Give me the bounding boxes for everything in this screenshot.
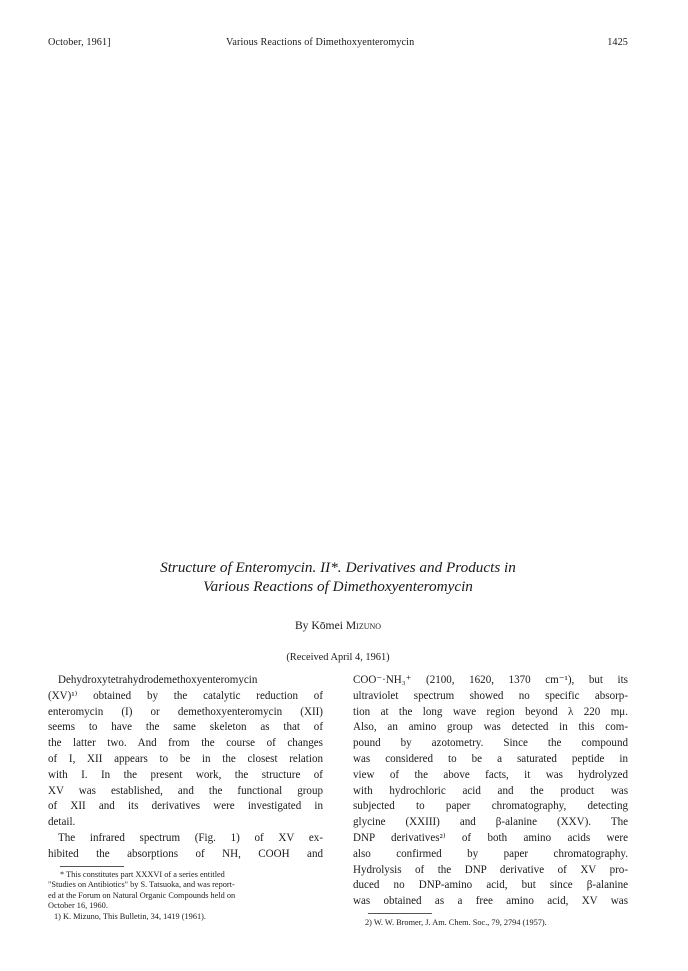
author-prefix: By Kōmei xyxy=(294,619,343,632)
text-line: glycine (XXIII) and β-alanine (XXV). The xyxy=(353,816,628,829)
footnotes-left xyxy=(48,870,323,922)
text-line: (XV)¹⁾ obtained by the catalytic reduction of xyxy=(48,689,323,702)
footnote-line: October 16, 1960. xyxy=(48,901,108,911)
footnotes-right xyxy=(365,918,628,928)
footnote-rule-right xyxy=(368,913,432,914)
article-title xyxy=(48,558,628,596)
footnote-rule-left xyxy=(60,866,124,867)
text-line: the latter two. And from the course of changes xyxy=(48,737,323,750)
text-line: Hydrolysis of the DNP derivative of XV pro- xyxy=(353,863,628,876)
text-line: of I, XII appears to be in the closest relation xyxy=(48,752,323,765)
text-line: tion at the long wave region beyond λ 220 mμ. xyxy=(353,705,628,718)
text-line: COO⁻·NH₃⁺ (2100, 1620, 1370 cm⁻¹), but its xyxy=(353,674,628,686)
page-number: 1425 xyxy=(607,37,628,48)
footnote-line: ed at the Forum on Natural Organic Compounds held on xyxy=(48,890,236,900)
text-line: was obtained as a free amino acid, XV was xyxy=(353,895,628,908)
text-line: enteromycin (I) or demethoxyenteromycin (XII) xyxy=(48,705,323,718)
text-line: duced no DNP-amino acid, but since β-alanine xyxy=(353,879,628,892)
title-line-2: Various Reactions of Dimethoxyenteromycin xyxy=(203,578,473,595)
text-line: Dehydroxytetrahydrodemethoxyenteromycin xyxy=(58,674,258,686)
text-line: also confirmed by paper chromatography. xyxy=(353,847,628,860)
author-line xyxy=(48,619,628,632)
text-line: detail. xyxy=(48,816,76,829)
text-line: ultraviolet spectrum showed no specific absorp- xyxy=(353,689,628,702)
text-line: subjected to paper chromatography, detecting xyxy=(353,800,628,813)
footnote-line: "Studies on Antibiotics" by S. Tatsuoka, and was report- xyxy=(48,880,235,890)
text-line: hibited the absorptions of NH, COOH and xyxy=(48,847,323,860)
left-column xyxy=(48,673,323,863)
text-line: The infrared spectrum (Fig. 1) of XV ex- xyxy=(58,831,323,844)
footnote-line: 2) W. W. Bromer, J. Am. Chem. Soc., 79, 2794 (1957). xyxy=(365,918,547,927)
text-line: was considered to be a saturated peptide in xyxy=(353,752,628,765)
text-line: pound by azotometry. Since the compound xyxy=(353,737,628,750)
text-line: of XII and its derivatives were investigated in xyxy=(48,800,323,813)
received-date: (Received April 4, 1961) xyxy=(286,652,390,663)
text-line: with I. In the present work, the structure of xyxy=(48,768,323,781)
text-line: DNP derivatives²⁾ of both amino acids were xyxy=(353,831,628,844)
running-header xyxy=(48,37,628,51)
text-line: view of the above facts, it was hydrolyzed xyxy=(353,768,628,781)
text-line: Also, an amino group was detected in this com- xyxy=(353,721,628,734)
text-line: XV was established, and the functional group xyxy=(48,784,323,797)
title-line-1a: Structure of Enteromycin. II*. xyxy=(160,559,342,576)
header-date: October, 1961] xyxy=(48,37,111,48)
footnote-line: * This constitutes part XXXVI of a series entitled xyxy=(60,870,225,879)
header-running-title: Various Reactions of Dimethoxyenteromycin xyxy=(226,37,415,48)
text-line: with hydrochloric acid and the product was xyxy=(353,784,628,797)
right-column xyxy=(353,673,628,910)
text-line: seems to have the same skeleton as that of xyxy=(48,721,323,734)
author-surname: Mizuno xyxy=(345,619,382,632)
title-line-1b: Derivatives and Products in xyxy=(345,559,516,576)
footnote-line: 1) K. Mizuno, This Bulletin, 34, 1419 (1961). xyxy=(54,911,206,921)
